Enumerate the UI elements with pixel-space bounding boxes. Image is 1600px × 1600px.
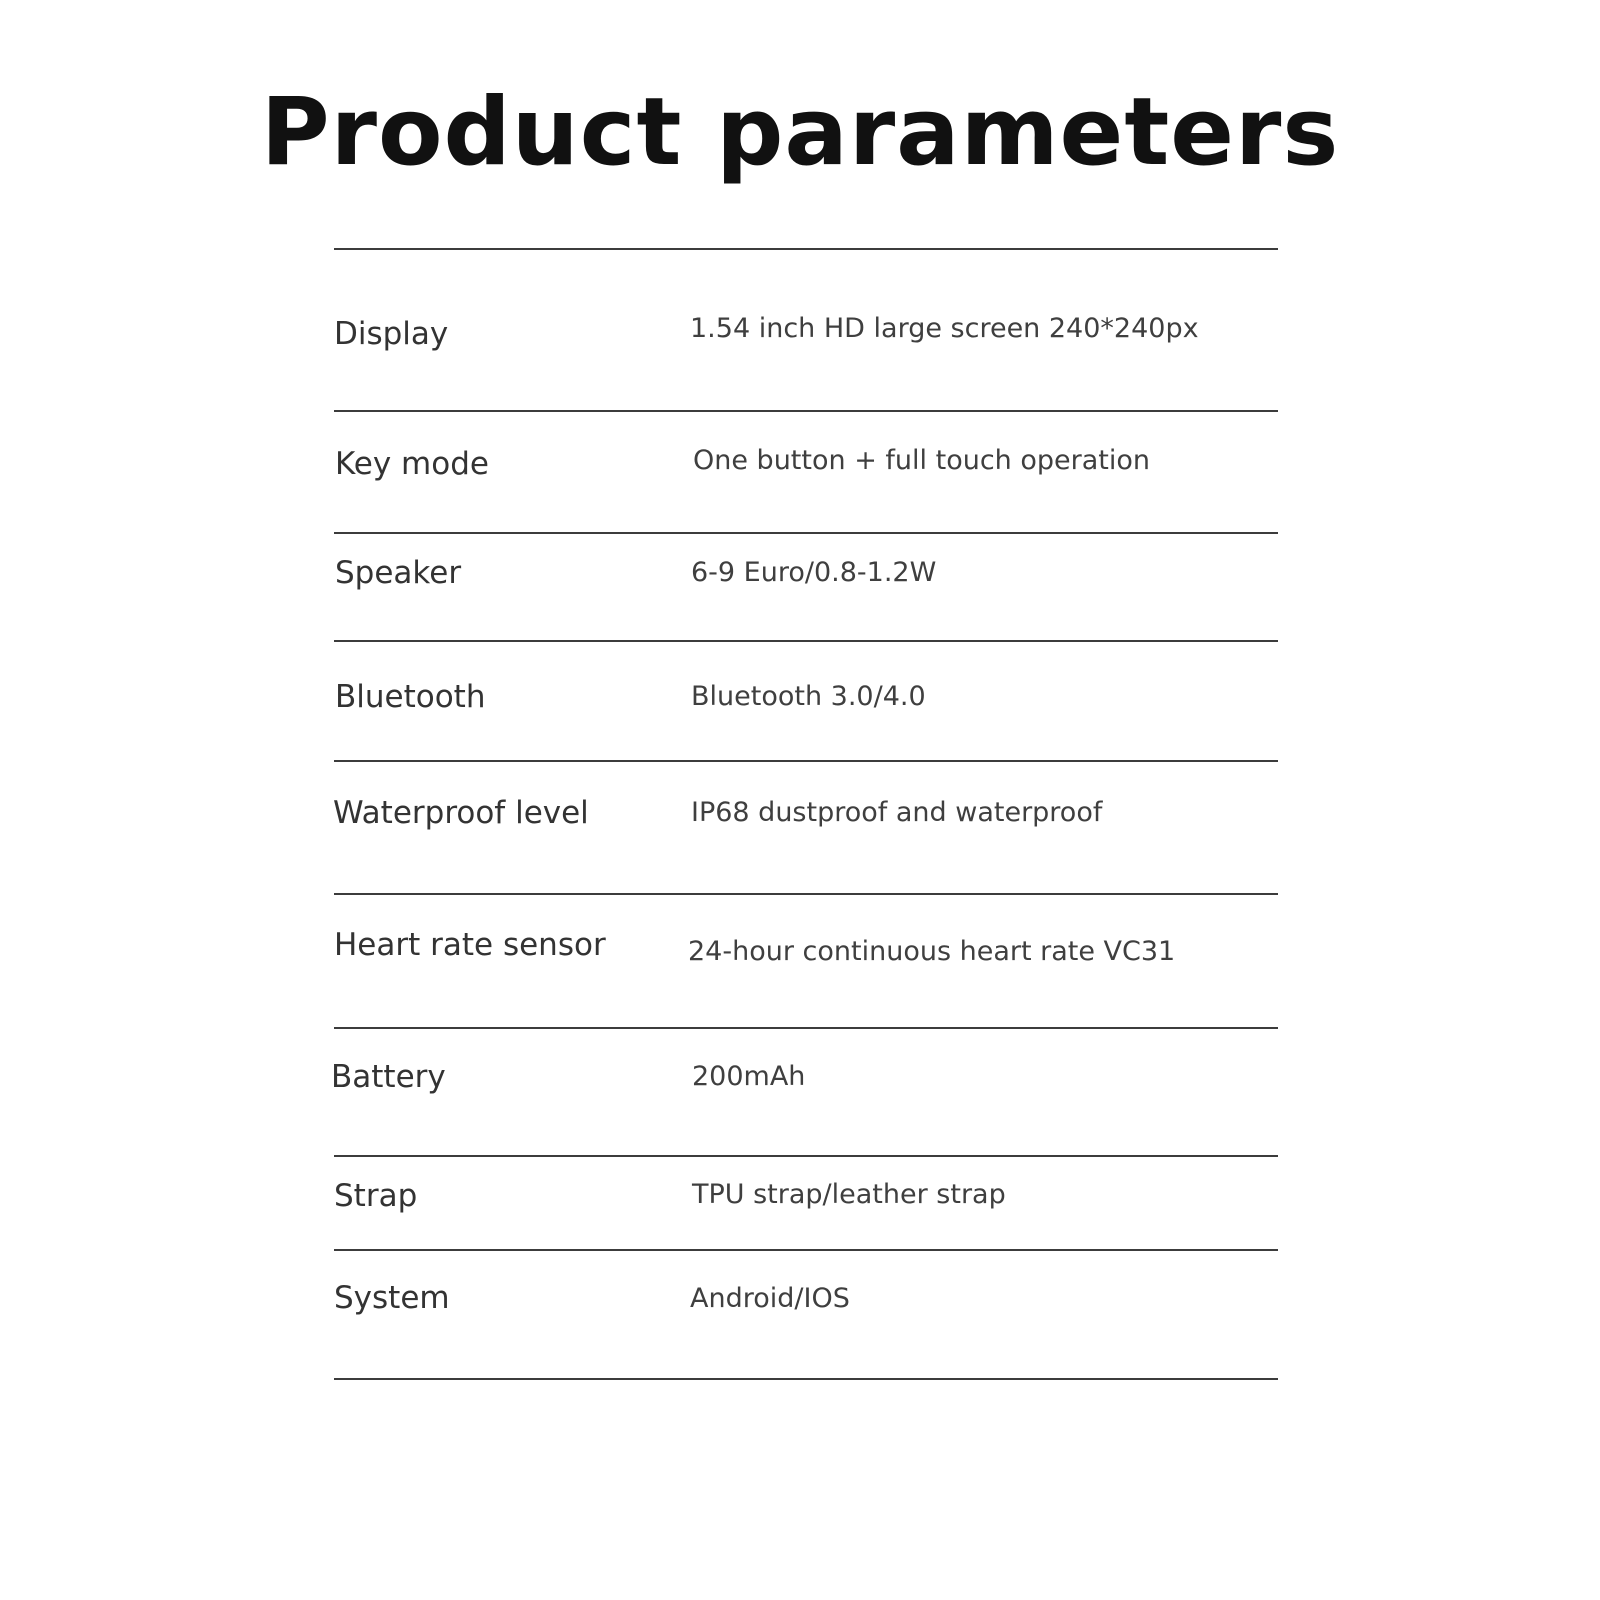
- parameter-label: Display: [334, 316, 449, 352]
- parameter-value: Bluetooth 3.0/4.0: [691, 681, 926, 712]
- parameter-label: Battery: [331, 1059, 446, 1095]
- page-title: Product parameters: [260, 78, 1340, 187]
- parameter-label: Waterproof level: [333, 795, 589, 831]
- divider-line: [334, 1155, 1278, 1157]
- divider-line: [334, 1378, 1278, 1380]
- divider-line: [334, 1027, 1278, 1029]
- divider-line: [334, 1249, 1278, 1251]
- parameter-value: One button + full touch operation: [693, 445, 1150, 476]
- parameter-value: 24-hour continuous heart rate VC31: [688, 936, 1176, 967]
- parameter-table: [331, 0, 1278, 1600]
- parameter-label: System: [334, 1280, 450, 1316]
- parameter-label: Strap: [334, 1178, 418, 1214]
- parameter-label: Speaker: [335, 555, 462, 591]
- parameter-value: 6-9 Euro/0.8-1.2W: [691, 557, 937, 588]
- parameter-value: 1.54 inch HD large screen 240*240px: [690, 313, 1199, 344]
- divider-line: [334, 760, 1278, 762]
- divider-line: [334, 248, 1278, 250]
- parameter-label: Heart rate sensor: [334, 927, 606, 963]
- parameter-value: TPU strap/leather strap: [692, 1179, 1006, 1210]
- parameter-label: Key mode: [335, 446, 489, 482]
- divider-line: [334, 893, 1278, 895]
- divider-line: [334, 640, 1278, 642]
- divider-line: [334, 532, 1278, 534]
- parameter-value: IP68 dustproof and waterproof: [691, 797, 1103, 828]
- parameter-value: 200mAh: [692, 1061, 806, 1092]
- parameter-value: Android/IOS: [690, 1283, 850, 1314]
- divider-line: [334, 410, 1278, 412]
- parameter-label: Bluetooth: [335, 679, 486, 715]
